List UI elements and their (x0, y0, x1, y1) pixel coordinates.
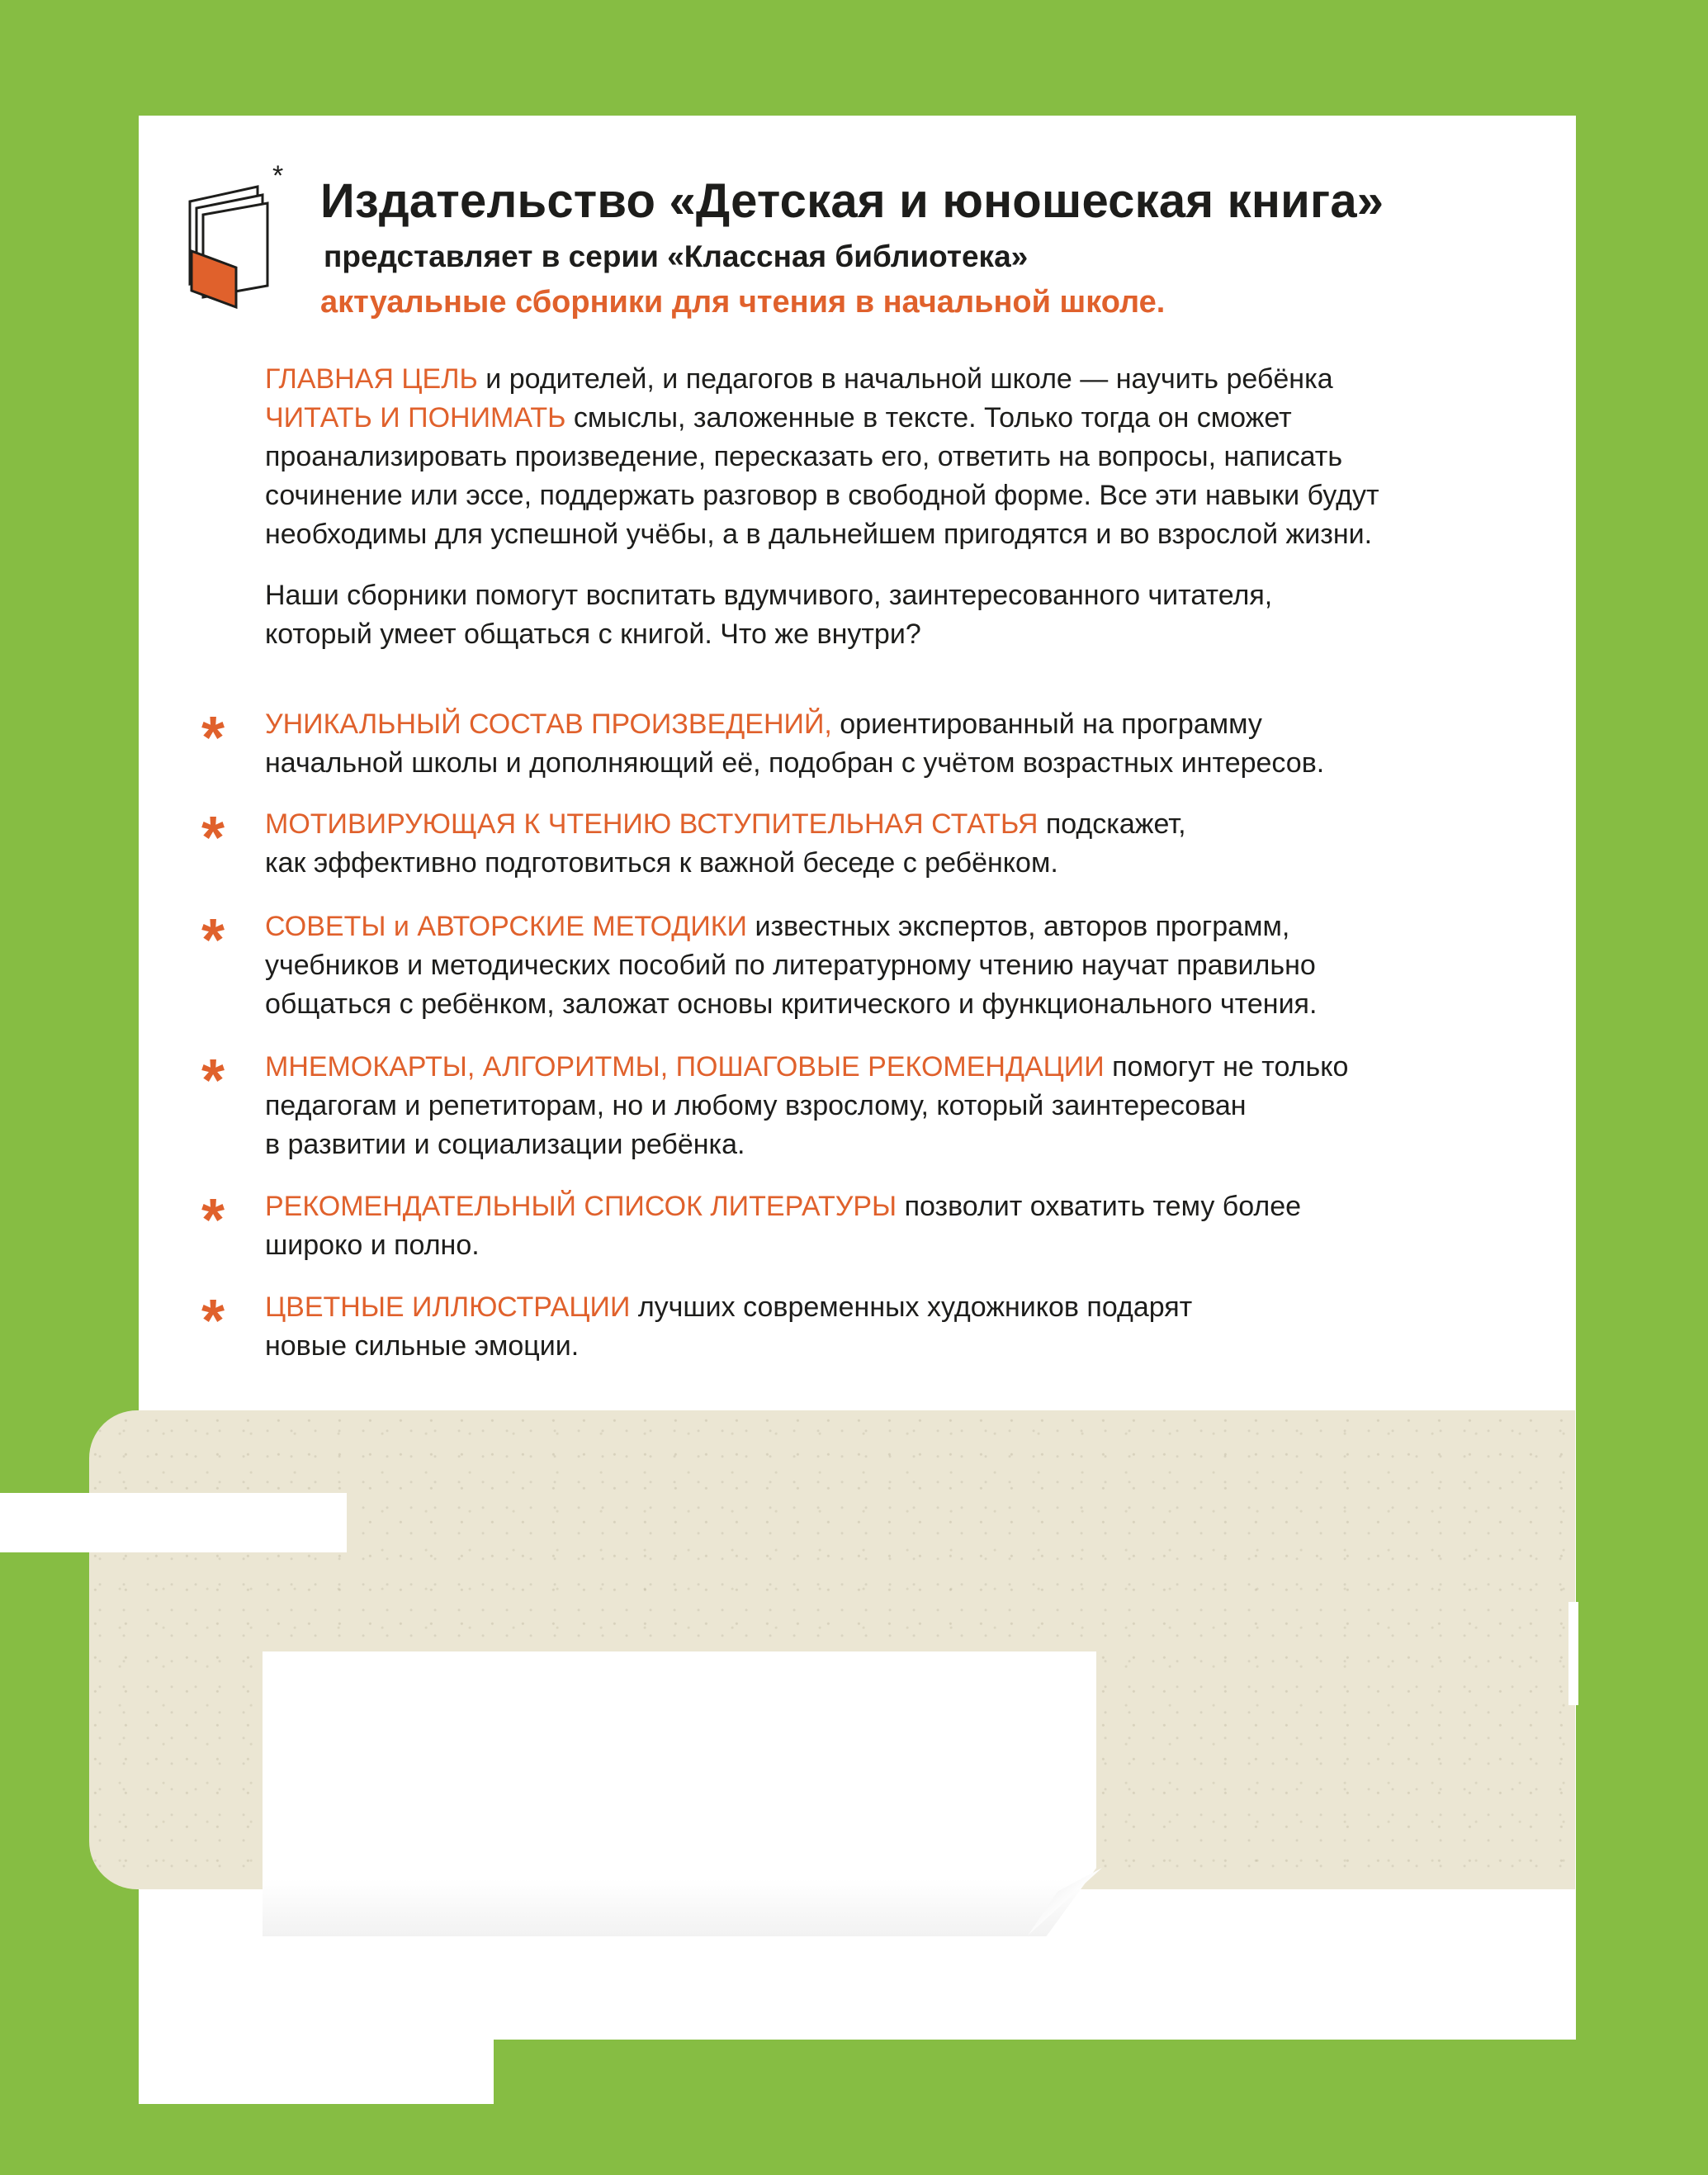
list-item (265, 1048, 1348, 1164)
series-tagline: актуальные сборники для чтения в начальной школе. (320, 285, 1166, 320)
feature-text: как эффективно подготовиться к важной беседе с ребёнком. (265, 847, 1058, 879)
white-side-tab (0, 1493, 347, 1552)
feature-text: подскажет, (1038, 808, 1186, 840)
list-item (265, 705, 1324, 783)
publisher-title: Издательство «Детская и юношеская книга» (320, 174, 1384, 228)
blank-sticker-note (263, 1651, 1096, 1936)
intro-paragraph-1 (265, 360, 1379, 554)
feature-highlight: ЦВЕТНЫЕ ИЛЛЮСТРАЦИИ (265, 1291, 631, 1323)
asterisk-bullet-icon: * (201, 907, 225, 974)
feature-text: начальной школы и дополняющий её, подобран с учётом возрастных интересов. (265, 747, 1325, 779)
series-subtitle: представляет в серии «Классная библиотека» (324, 239, 1029, 273)
intro-text: который умеет общаться с книгой. Что же внутри? (265, 618, 921, 650)
feature-text: педагогам и репетиторам, но и любому взрослому, который заинтересован (265, 1090, 1247, 1121)
feature-highlight: МНЕМОКАРТЫ, АЛГОРИТМЫ, ПОШАГОВЫЕ РЕКОМЕНДАЦИИ (265, 1051, 1105, 1083)
book-logo-icon (183, 162, 299, 310)
intro-text: Наши сборники помогут воспитать вдумчивого, заинтересованного читателя, (265, 580, 1273, 611)
feature-text: широко и полно. (265, 1230, 480, 1261)
asterisk-bullet-icon: * (201, 1048, 225, 1114)
highlight-main-goal: ГЛАВНАЯ ЦЕЛЬ (265, 363, 478, 395)
asterisk-bullet-icon: * (201, 705, 225, 771)
white-right-tab (1568, 1602, 1578, 1705)
feature-text: известных экспертов, авторов программ, (747, 911, 1290, 942)
intro-text: сочинение или эссе, поддержать разговор в свободной форме. Все эти навыки будут (265, 480, 1379, 511)
feature-highlight: РЕКОМЕНДАТЕЛЬНЫЙ СПИСОК ЛИТЕРАТУРЫ (265, 1191, 897, 1222)
asterisk-bullet-icon: * (201, 1187, 225, 1253)
list-item (265, 805, 1186, 883)
feature-text: общаться с ребёнком, заложат основы критического и функционального чтения. (265, 988, 1318, 1020)
list-item (265, 1288, 1192, 1366)
feature-highlight: УНИКАЛЬНЫЙ СОСТАВ ПРОИЗВЕДЕНИЙ, (265, 708, 832, 740)
intro-text: необходимы для успешной учёбы, а в дальнейшем пригодятся и во взрослой жизни. (265, 519, 1373, 550)
asterisk-bullet-icon: * (201, 1288, 225, 1354)
list-item (265, 907, 1317, 1024)
intro-text: проанализировать произведение, пересказать его, ответить на вопросы, написать (265, 441, 1343, 472)
intro-text: и родителей, и педагогов в начальной школе — научить ребёнка (477, 363, 1333, 395)
feature-text: ориентированный на программу (831, 708, 1262, 740)
page-sheet-notch (139, 2040, 494, 2104)
logo-asterisk: * (272, 160, 284, 192)
intro-paragraph-2 (265, 576, 1272, 654)
feature-highlight: МОТИВИРУЮЩАЯ К ЧТЕНИЮ ВСТУПИТЕЛЬНАЯ СТАТЬЯ (265, 808, 1039, 840)
feature-text: учебников и методических пособий по литературному чтению научат правильно (265, 950, 1316, 981)
feature-text: в развитии и социализации ребёнка. (265, 1129, 745, 1160)
feature-text: помогут не только (1104, 1051, 1349, 1083)
feature-text: новые сильные эмоции. (265, 1330, 580, 1362)
asterisk-bullet-icon: * (201, 805, 225, 871)
feature-text: позволит охватить тему более (897, 1191, 1302, 1222)
feature-highlight: СОВЕТЫ и АВТОРСКИЕ МЕТОДИКИ (265, 911, 747, 942)
list-item (265, 1187, 1301, 1265)
highlight-read-understand: ЧИТАТЬ И ПОНИМАТЬ (265, 402, 566, 434)
feature-text: лучших современных художников подарят (630, 1291, 1193, 1323)
intro-text: смыслы, заложенные в тексте. Только тогда он сможет (565, 402, 1292, 434)
